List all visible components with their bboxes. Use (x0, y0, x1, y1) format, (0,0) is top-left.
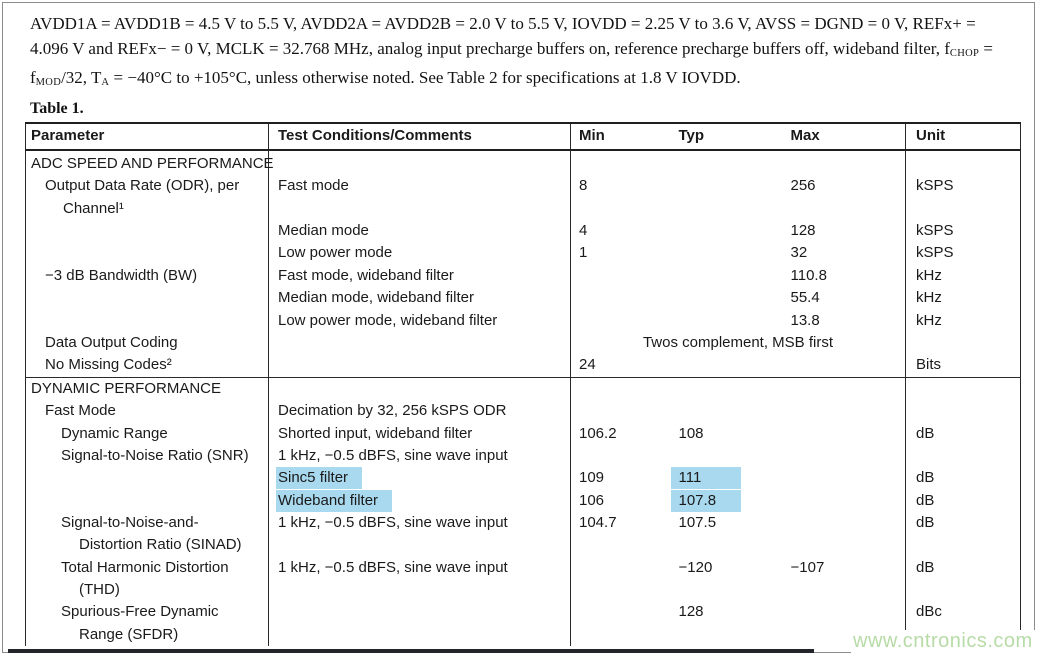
conditions-cell: Fast mode, wideband filter (269, 265, 571, 287)
param-line: Output Data Rate (ODR), per (45, 177, 240, 195)
conditions-cell (269, 332, 571, 354)
min-cell (571, 287, 671, 309)
min-cell (571, 265, 671, 287)
table-row (26, 287, 1021, 309)
param-line: Range (SFDR) (79, 625, 179, 643)
spec-table-body (26, 150, 1021, 646)
unit-cell: kHz (906, 310, 1021, 332)
parameter-cell (26, 601, 269, 646)
typ-cell (671, 445, 781, 467)
max-cell (781, 467, 906, 489)
max-cell: −107 (790, 558, 825, 576)
typ-cell (671, 150, 781, 175)
conditions-cell: 1 kHz, −0.5 dBFS, sine wave input (269, 512, 571, 557)
highlight: 107.8 (671, 490, 741, 512)
table-row (26, 400, 1021, 422)
typ-cell (671, 175, 781, 220)
header-conditions: Test Conditions/Comments (269, 123, 571, 150)
table-row (26, 242, 1021, 264)
min-cell: 8 (579, 177, 588, 195)
parameter-cell (26, 310, 269, 332)
header-row (26, 123, 1021, 150)
section-row (26, 377, 1021, 400)
watermark-text: www.cntronics.com (853, 630, 1033, 652)
conditions-paragraph (30, 11, 1022, 93)
max-cell: 128 (790, 221, 816, 239)
unit-cell (906, 150, 1021, 175)
conditions-cell: Low power mode, wideband filter (269, 310, 571, 332)
table-row (26, 467, 1021, 489)
conditions-cell: 1 kHz, −0.5 dBFS, sine wave input (269, 557, 571, 602)
max-cell (781, 377, 906, 400)
param-line: Channel¹ (63, 199, 124, 217)
min-cell: 1 (579, 244, 588, 262)
table-row (26, 423, 1021, 445)
param-line: Distortion Ratio (SINAD) (79, 536, 242, 554)
param-line: Total Harmonic Distortion (61, 558, 229, 576)
typ-cell (671, 354, 781, 377)
conditions-cell (269, 354, 571, 377)
parameter-cell (26, 557, 269, 602)
subscript: A (101, 76, 110, 88)
conditions-cell (269, 377, 571, 400)
min-cell: 24 (579, 356, 596, 374)
max-cell (781, 354, 906, 377)
table-row (26, 490, 1021, 512)
unit-cell: Bits (906, 354, 1021, 377)
typ-cell (671, 287, 781, 309)
min-cell: 109 (579, 469, 605, 487)
typ-cell: 108 (678, 424, 704, 442)
table-row (26, 332, 1021, 354)
max-cell (781, 512, 906, 557)
unit-cell (906, 400, 1021, 422)
min-cell (571, 601, 671, 646)
conditions-cell (269, 467, 571, 489)
min-cell: 106 (579, 491, 605, 509)
typ-cell (671, 467, 781, 489)
min-cell: 106.2 (579, 424, 617, 442)
conditions-cell: Low power mode (269, 242, 571, 264)
highlight: Sinc5 filter (276, 467, 362, 489)
parameter-cell (26, 354, 269, 377)
min-cell (571, 400, 671, 422)
conditions-line: $f_{MOD}/32$, $T_A = -40^\circ C$ to +105°C, unless otherwise noted. See Table 2 for specifications at 1.8 V IOVDD. (30, 67, 741, 88)
unit-cell: kSPS (906, 242, 1021, 264)
parameter-cell (26, 490, 269, 512)
max-cell: 55.4 (790, 289, 820, 307)
max-cell: 110.8 (790, 266, 827, 284)
parameter-cell: ADC SPEED AND PERFORMANCE (26, 150, 269, 175)
conditions-cell (269, 601, 571, 646)
min-cell (571, 150, 671, 175)
typ-cell (671, 310, 781, 332)
parameter-cell (26, 445, 269, 467)
min-cell (571, 557, 671, 602)
unit-cell: dB (906, 512, 1021, 557)
param-line: Signal-to-Noise-and- (61, 514, 199, 532)
unit-cell: dBc (906, 601, 1021, 646)
header-parameter: Parameter (26, 123, 269, 150)
conditions-line: AVDD1A = AVDD1B = 4.5 V to 5.5 V, AVDD2A = AVDD2B = 2.0 V to 5.5 V, IOVDD = 2.25 V to 3.6 V, AVSS = DGND = 0 V, REFx+ = (30, 14, 976, 33)
table-row (26, 512, 1021, 557)
typ-cell (671, 220, 781, 242)
table-row (26, 354, 1021, 377)
conditions-cell: Fast mode (269, 175, 571, 220)
typ-cell: 128 (678, 603, 704, 621)
highlight: 111 (671, 467, 741, 489)
page-bottom-rule (8, 649, 814, 653)
parameter-cell (26, 265, 269, 287)
conditions-cell: Shorted input, wideband filter (269, 423, 571, 445)
typ-cell (671, 377, 781, 400)
table-row (26, 445, 1021, 467)
unit-cell: kHz (906, 287, 1021, 309)
spec-table (25, 122, 1021, 646)
typ-cell (671, 265, 781, 287)
min-cell (571, 377, 671, 400)
param-line: −3 dB Bandwidth (BW) (45, 266, 198, 284)
unit-cell: dB (906, 557, 1021, 602)
conditions-cell (269, 150, 571, 175)
parameter-cell (26, 220, 269, 242)
typ-cell (671, 400, 781, 422)
max-cell: 256 (790, 177, 816, 195)
header-unit: Unit (906, 123, 1021, 150)
parameter-cell (26, 467, 269, 489)
typ-cell: −120 (678, 558, 713, 576)
parameter-cell (26, 287, 269, 309)
max-cell (781, 150, 906, 175)
unit-cell (906, 332, 1021, 354)
typ-cell (671, 242, 781, 264)
parameter-cell (26, 332, 269, 354)
unit-cell: kSPS (906, 220, 1021, 242)
max-cell (781, 490, 906, 512)
param-line: No Missing Codes² (45, 356, 172, 374)
parameter-cell (26, 512, 269, 557)
table-row (26, 310, 1021, 332)
param-line: Spurious-Free Dynamic (61, 603, 219, 621)
section-row (26, 150, 1021, 175)
table-row (26, 557, 1021, 602)
parameter-cell: DYNAMIC PERFORMANCE (26, 377, 269, 400)
unit-cell: dB (906, 490, 1021, 512)
param-line: (THD) (79, 580, 120, 598)
table-row (26, 265, 1021, 287)
max-cell (781, 423, 906, 445)
param-line: Fast Mode (45, 402, 116, 420)
header-max: Max (781, 123, 906, 150)
unit-cell: kHz (906, 265, 1021, 287)
conditions-cell: Median mode, wideband filter (269, 287, 571, 309)
highlight: Wideband filter (276, 490, 392, 512)
min-cell (571, 310, 671, 332)
subscript: MOD (35, 76, 62, 88)
typ-cell: 107.5 (678, 514, 717, 532)
max-cell: 13.8 (790, 311, 820, 329)
header-min: Min (571, 123, 671, 150)
conditions-cell (269, 490, 571, 512)
min-cell: 104.7 (579, 514, 617, 532)
max-cell (781, 400, 906, 422)
parameter-cell (26, 400, 269, 422)
subscript: CHOP (949, 48, 980, 60)
table-row (26, 220, 1021, 242)
max-cell (781, 445, 906, 467)
parameter-cell (26, 242, 269, 264)
typ-cell (671, 490, 781, 512)
unit-cell: kSPS (906, 175, 1021, 220)
param-line: Dynamic Range (61, 424, 168, 442)
header-typ: Typ (671, 123, 781, 150)
param-line: Signal-to-Noise Ratio (SNR) (61, 446, 249, 464)
span-cell: Twos complement, MSB first (642, 333, 834, 351)
conditions-cell: 1 kHz, −0.5 dBFS, sine wave input (269, 445, 571, 467)
conditions-cell: Decimation by 32, 256 kSPS ODR (269, 400, 571, 422)
table-row (26, 175, 1021, 220)
max-cell: 32 (790, 244, 808, 262)
min-cell (571, 445, 671, 467)
conditions-cell: Median mode (269, 220, 571, 242)
table-caption: Table 1. (30, 100, 84, 117)
conditions-line: 4.096 V and REFx− = 0 V, MCLK = 32.768 MHz, analog input precharge buffers on, reference precharge buffers off, wideband filter, $f_{CHOP}$ = (30, 39, 993, 60)
unit-cell (906, 377, 1021, 400)
unit-cell: dB (906, 423, 1021, 445)
parameter-cell (26, 175, 269, 220)
unit-cell: dB (906, 467, 1021, 489)
param-line: Data Output Coding (45, 333, 178, 351)
unit-cell (906, 445, 1021, 467)
parameter-cell (26, 423, 269, 445)
min-cell: 4 (579, 221, 588, 239)
